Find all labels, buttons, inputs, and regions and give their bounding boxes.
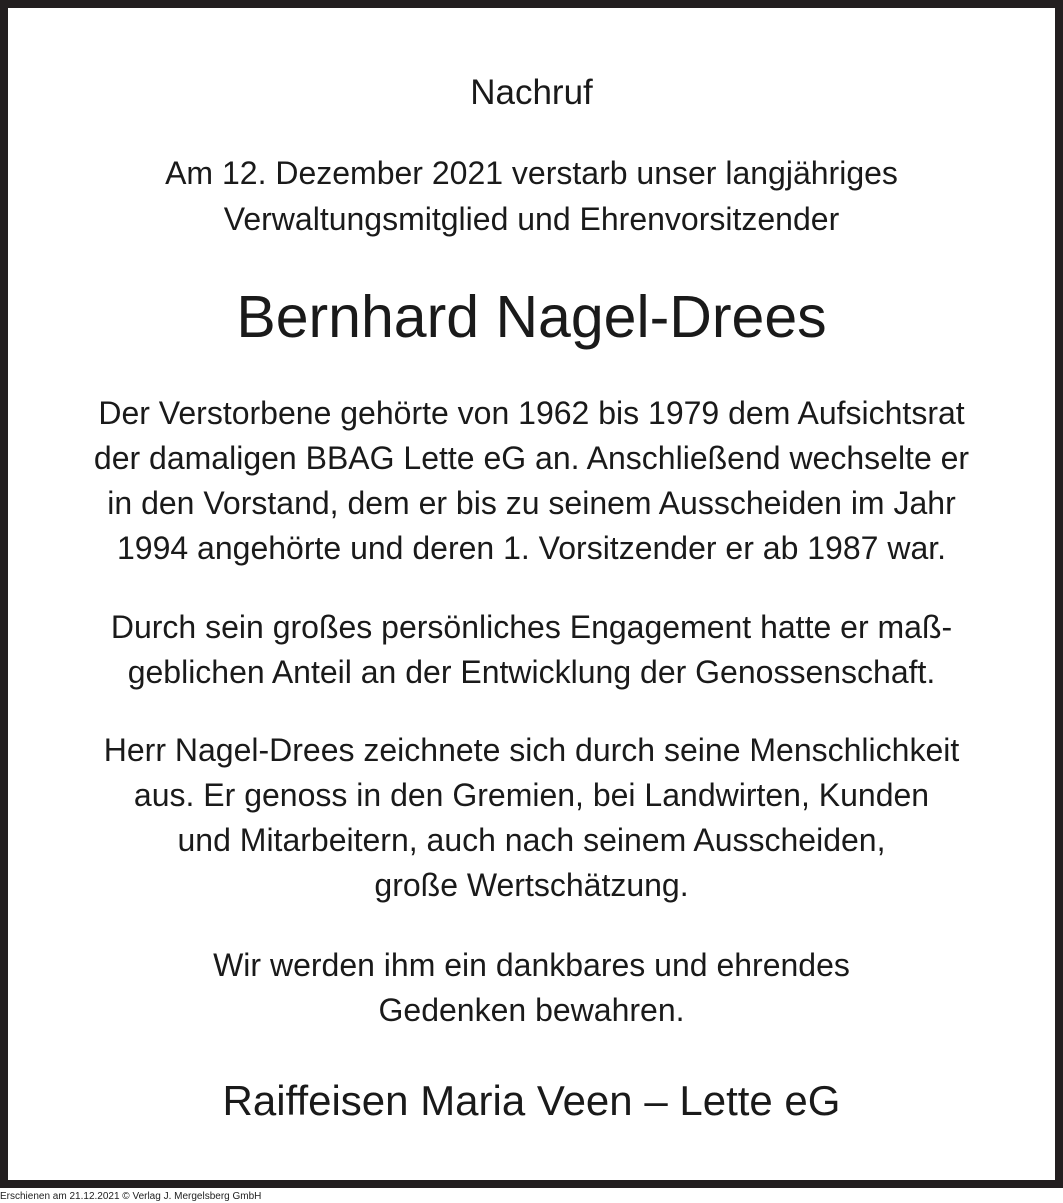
paragraph-line: in den Vorstand, dem er bis zu seinem Ausscheiden im Jahr xyxy=(107,485,956,521)
paragraph-line: 1994 angehörte und deren 1. Vorsitzender er ab 1987 war. xyxy=(116,530,947,566)
paragraph-line: Wir werden ihm ein dankbares und ehrendes xyxy=(213,947,850,983)
paragraph-line: Gedenken bewahren. xyxy=(378,992,685,1028)
paragraph-line: der damaligen BBAG Lette eG an. Anschließend wechselte er xyxy=(93,440,970,476)
paragraph-line: Durch sein großes persönliches Engagement hatte er maß- xyxy=(110,609,953,645)
paragraph-line: aus. Er genoss in den Gremien, bei Landwirten, Kunden xyxy=(133,777,930,813)
paragraph-line: geblichen Anteil an der Entwicklung der Genossenschaft. xyxy=(127,654,936,690)
paragraph-career xyxy=(16,391,1047,571)
publication-footer: Erschienen am 21.12.2021 © Verlag J. Mergelsberg GmbH xyxy=(0,1191,262,1202)
signature-organization: Raiffeisen Maria Veen – Lette eG xyxy=(222,1077,841,1124)
paragraph-engagement xyxy=(16,605,1047,695)
intro-text xyxy=(16,150,1047,242)
paragraph-line: und Mitarbeitern, auch nach seinem Ausscheiden, xyxy=(177,822,886,858)
paragraph-line: große Wertschätzung. xyxy=(374,867,689,903)
intro-line: Verwaltungsmitglied und Ehrenvorsitzender xyxy=(223,201,840,237)
intro-line: Am 12. Dezember 2021 verstarb unser langjähriges xyxy=(165,155,898,191)
notice-heading: Nachruf xyxy=(470,73,593,112)
paragraph-line: Der Verstorbene gehörte von 1962 bis 1979 dem Aufsichtsrat xyxy=(98,395,965,431)
paragraph-remembrance xyxy=(16,943,1047,1033)
paragraph-humanity xyxy=(16,728,1047,908)
paragraph-line: Herr Nagel-Drees zeichnete sich durch seine Menschlichkeit xyxy=(103,732,960,768)
deceased-name: Bernhard Nagel-Drees xyxy=(236,284,827,350)
